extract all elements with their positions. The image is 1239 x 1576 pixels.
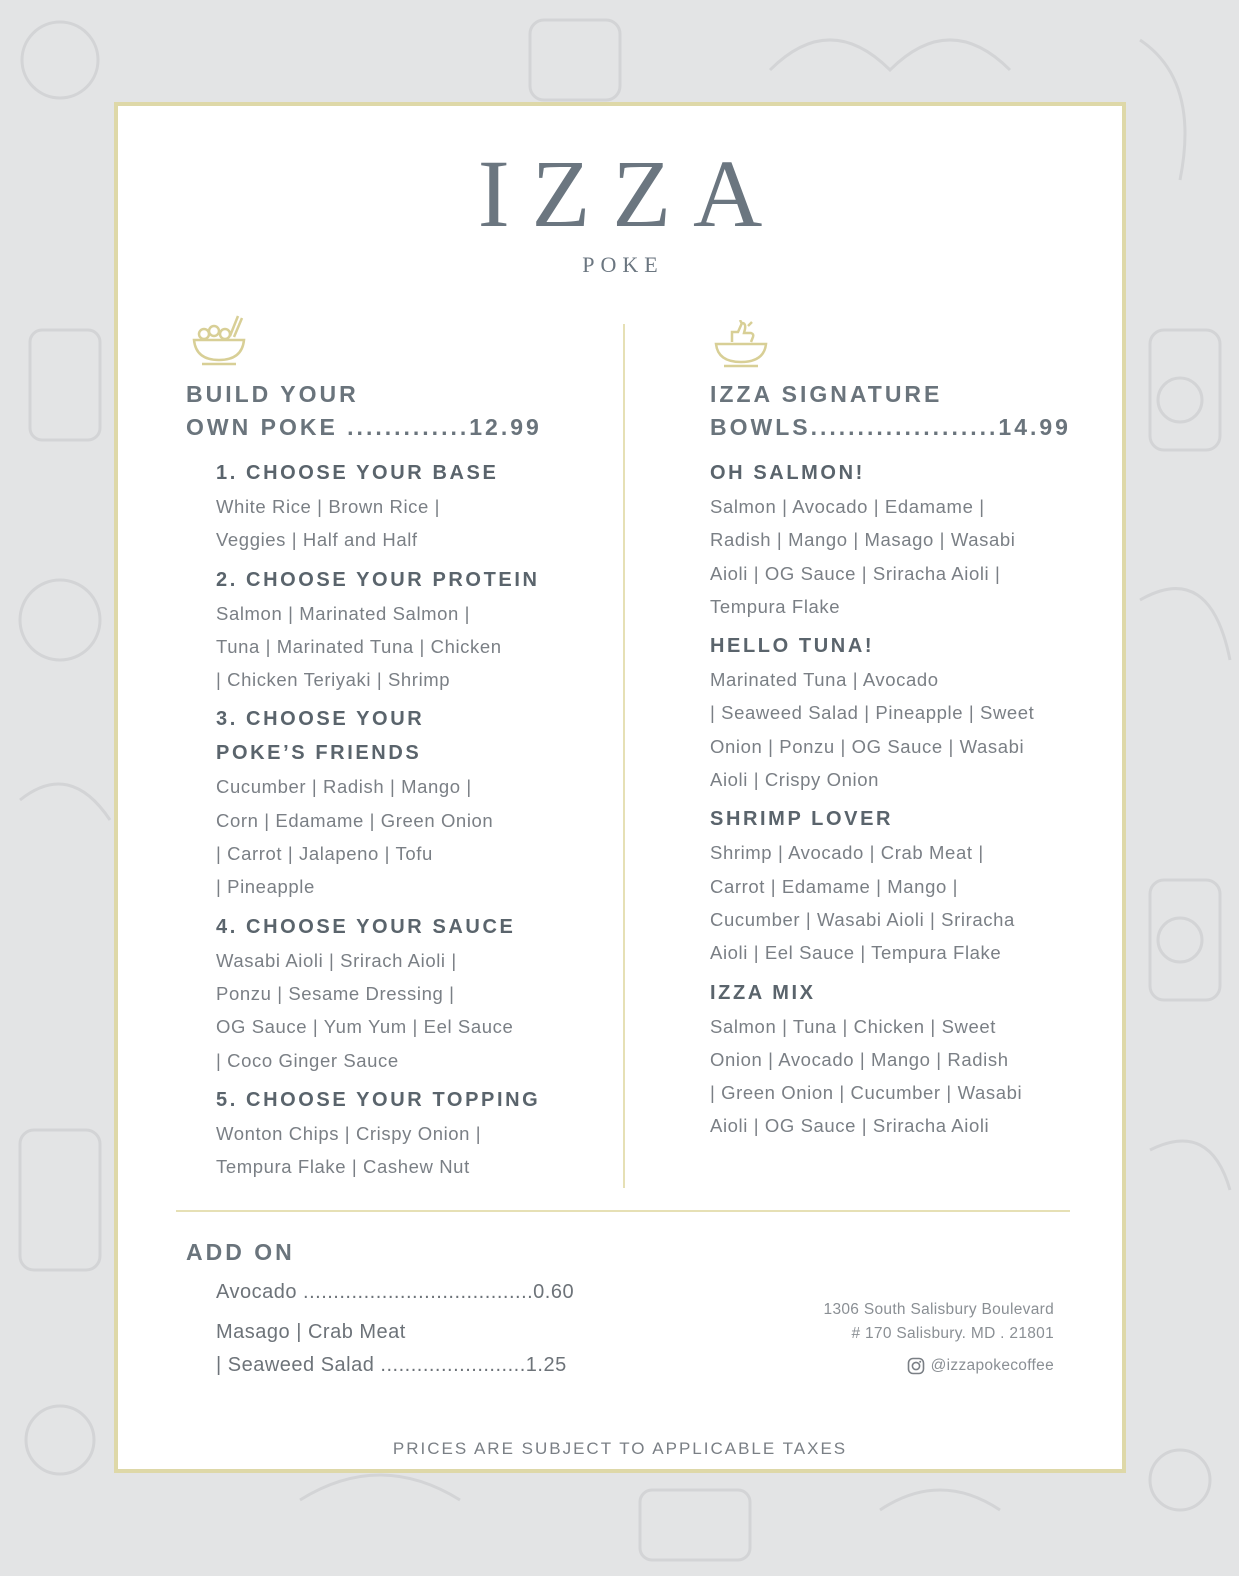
step-line: | Chicken Teriyaki | Shrimp: [216, 669, 451, 691]
step-title: 4. CHOOSE YOUR SAUCE: [216, 915, 516, 938]
step-line: White Rice | Brown Rice |: [216, 496, 441, 517]
addon-item: Masago | Crab Meat: [216, 1321, 406, 1343]
bowl-name: OH SALMON!: [710, 462, 865, 484]
addon-item: Avocado ......................................0.60: [216, 1281, 575, 1303]
bowl-line: Aioli | Crispy Onion: [710, 769, 879, 791]
step-line: OG Sauce | Yum Yum | Eel Sauce: [216, 1016, 514, 1038]
addon-list: [216, 1276, 574, 1382]
step-line: | Carrot | Jalapeno | Tofu: [216, 843, 433, 865]
bowl-line: Onion | Ponzu | OG Sauce | Wasabi: [710, 735, 1025, 757]
signature-heading: [710, 378, 1071, 444]
bowl-line: Aioli | Eel Sauce | Tempura Flake: [710, 942, 1002, 964]
bowl-line: | Seaweed Salad | Pineapple | Sweet: [710, 702, 1035, 724]
step-line: Salmon | Marinated Salmon |: [216, 602, 471, 624]
brand-title: IZZA: [477, 140, 785, 247]
step-line: Cucumber | Radish | Mango |: [216, 776, 472, 798]
bowl-name: HELLO TUNA!: [710, 635, 875, 658]
bowl-name: SHRIMP LOVER: [710, 808, 894, 831]
bowl-line: Carrot | Edamame | Mango |: [710, 875, 958, 897]
step-title: 3. CHOOSE YOUR: [216, 708, 425, 731]
build-steps: [216, 456, 540, 1183]
signature-heading-price: BOWLS....................14.99: [710, 414, 1071, 440]
brand-subtitle: POKE: [582, 252, 664, 277]
bowl-line: Marinated Tuna | Avocado: [710, 669, 939, 691]
bowl-line: | Green Onion | Cucumber | Wasabi: [710, 1082, 1023, 1104]
step-title: 2. CHOOSE YOUR PROTEIN: [216, 568, 540, 591]
instagram-handle: @izzapokecoffee: [930, 1357, 1054, 1374]
step-title: POKE’S FRIENDS: [216, 742, 422, 765]
section-divider: [176, 1210, 1070, 1212]
step-line: Wonton Chips | Crispy Onion |: [216, 1122, 482, 1144]
step-line: Wasabi Aioli | Srirach Aioli |: [216, 949, 457, 971]
bowl-line: Cucumber | Wasabi Aioli | Sriracha: [710, 908, 1015, 930]
step-line: Veggies | Half and Half: [216, 529, 418, 551]
bowl-line: Salmon | Tuna | Chicken | Sweet: [710, 1015, 996, 1037]
poke-bowl-icon: [190, 312, 248, 366]
address-block: [824, 1298, 1054, 1383]
step-line: | Coco Ginger Sauce: [216, 1049, 399, 1071]
step-title: 5. CHOOSE YOUR TOPPING: [216, 1088, 541, 1111]
bowl-line: Shrimp | Avocado | Crab Meat |: [710, 842, 984, 864]
column-divider: [623, 324, 625, 1188]
step-title: 1. CHOOSE YOUR BASE: [216, 462, 499, 484]
build-heading-line1: BUILD YOUR: [186, 381, 359, 407]
signature-bowls: [710, 456, 1034, 1143]
bowl-name: IZZA MIX: [710, 981, 816, 1004]
bowl-line: Onion | Avocado | Mango | Radish: [710, 1048, 1009, 1070]
step-line: Tuna | Marinated Tuna | Chicken: [216, 635, 502, 657]
bowl-line: Salmon | Avocado | Edamame |: [710, 496, 985, 517]
tax-note: PRICES ARE SUBJECT TO APPLICABLE TAXES: [392, 1439, 848, 1458]
bowl-line: Aioli | OG Sauce | Sriracha Aioli |: [710, 562, 1001, 584]
bowl-line: Radish | Mango | Masago | Wasabi: [710, 529, 1016, 551]
bowl-line: Tempura Flake: [710, 595, 841, 617]
step-line: Corn | Edamame | Green Onion: [216, 809, 494, 831]
step-line: | Pineapple: [216, 876, 315, 898]
step-line: Tempura Flake | Cashew Nut: [216, 1156, 470, 1178]
bowl-line: Aioli | OG Sauce | Sriracha Aioli: [710, 1115, 990, 1137]
address-line2: # 170 Salisbury. MD . 21801: [851, 1325, 1054, 1342]
instagram-handle-row: [907, 1354, 1054, 1378]
instagram-icon: [907, 1357, 925, 1375]
addon-heading: ADD ON: [186, 1239, 295, 1265]
signature-heading-line1: IZZA SIGNATURE: [710, 381, 943, 407]
build-heading: [186, 378, 542, 444]
menu-card: [114, 102, 1126, 1473]
thumbs-up-bowl-icon: [712, 320, 770, 368]
step-line: Ponzu | Sesame Dressing |: [216, 982, 455, 1004]
addon-item: | Seaweed Salad ........................1.25: [216, 1354, 567, 1376]
address-line1: 1306 South Salisbury Boulevard: [823, 1301, 1054, 1318]
build-heading-price: OWN POKE .............12.99: [186, 414, 542, 440]
